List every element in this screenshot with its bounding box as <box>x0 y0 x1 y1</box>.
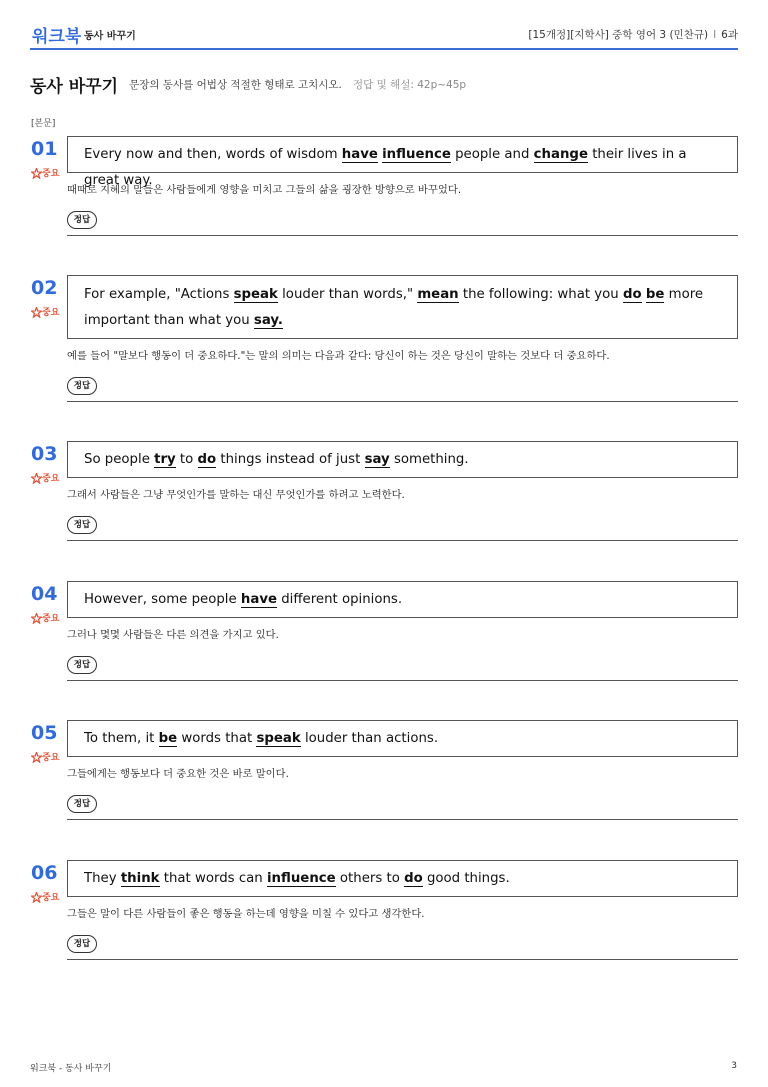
sentence-text: louder than actions. <box>300 731 439 746</box>
sentence-text: Every now and then, words of wisdom <box>84 147 342 162</box>
sentence-text: to <box>175 452 198 467</box>
verb-word: be <box>645 287 665 302</box>
sentence-text: more important than what you <box>84 287 704 328</box>
header-subtitle: 동사 바꾸기 <box>84 31 136 42</box>
important-badge <box>31 166 59 179</box>
sentence-text: words that <box>177 731 257 746</box>
item-number: 05 <box>31 722 58 744</box>
instruction-text: 문장의 동사를 어법상 적절한 형태로 고치시오. <box>129 79 342 91</box>
important-label: 중요 <box>42 474 60 484</box>
verb-word: mean <box>417 287 459 302</box>
korean-translation: 그들에게는 행동보다 더 중요한 것은 바로 말이다. <box>67 768 289 780</box>
answer-line <box>67 540 738 541</box>
important-label: 중요 <box>42 614 60 624</box>
sentence-box <box>67 136 738 188</box>
page-title: 동사 바꾸기 <box>30 77 119 97</box>
korean-translation: 예를 들어 "말보다 행동이 더 중요하다."는 말의 의미는 다음과 같다: 당신이 하는 것은 당신이 말하는 것보다 더 중요하다. <box>67 350 610 362</box>
verb-word: say. <box>253 313 283 328</box>
verb-word: think <box>120 871 160 886</box>
important-badge <box>31 750 59 763</box>
important-star-icon <box>31 473 42 484</box>
important-star-icon <box>31 307 42 318</box>
header-separator: I <box>713 29 717 41</box>
sentence-text: that words can <box>159 871 267 886</box>
sentence-box <box>67 720 738 757</box>
sentence-box <box>67 275 738 339</box>
answer-button[interactable]: 정답 <box>67 656 97 674</box>
important-badge <box>31 611 59 624</box>
important-star-icon <box>31 752 42 763</box>
important-label: 중요 <box>42 893 60 903</box>
verb-word: influence <box>266 871 336 886</box>
verb-word: speak <box>233 287 278 302</box>
verb-word: do <box>197 452 217 467</box>
sentence-box <box>67 581 738 618</box>
item-number: 01 <box>31 138 58 160</box>
important-star-icon <box>31 168 42 179</box>
sentence-text: the following: what you <box>458 287 623 302</box>
verb-word: do <box>404 871 423 886</box>
important-badge <box>31 305 59 318</box>
verb-word: say <box>364 452 390 467</box>
korean-translation: 그들은 말이 다른 사람들이 좋은 행동을 하는데 영향을 미칠 수 있다고 생각한다. <box>67 908 425 920</box>
sentence-text: louder than words," <box>277 287 418 302</box>
korean-translation: 때때로 지혜의 말들은 사람들에게 영향을 미치고 그들의 삶을 굉장한 방향으로 바꾸었다. <box>67 184 462 196</box>
answer-line <box>67 401 738 402</box>
course-title: [15개정][지학사] 중학 영어 3 (민찬규) <box>528 29 709 41</box>
korean-translation: 그래서 사람들은 그냥 무엇인가를 말하는 대신 무엇인가를 하려고 노력한다. <box>67 489 405 501</box>
answer-button[interactable]: 정답 <box>67 795 97 813</box>
page-number: 3 <box>731 1061 737 1071</box>
important-badge <box>31 471 59 484</box>
answer-line <box>67 235 738 236</box>
sentence-box <box>67 441 738 478</box>
sentence-text: different opinions. <box>277 592 403 607</box>
answer-button[interactable]: 정답 <box>67 516 97 534</box>
sentence-text: others to <box>335 871 405 886</box>
answer-button[interactable]: 정답 <box>67 377 97 395</box>
answer-reference: 정답 및 해설: 42p~45p <box>352 79 467 91</box>
lesson-label: 6과 <box>721 29 738 41</box>
answer-line <box>67 680 738 681</box>
answer-button[interactable]: 정답 <box>67 935 97 953</box>
course-info <box>528 27 738 42</box>
brand-logo: 워크북 <box>32 27 82 47</box>
korean-translation: 그러나 몇몇 사람들은 다른 의견을 가지고 있다. <box>67 629 279 641</box>
sentence-text: So people <box>84 452 155 467</box>
sentence-text: However, some people <box>84 592 241 607</box>
sentence-text: To them, it <box>84 731 159 746</box>
important-star-icon <box>31 892 42 903</box>
verb-word: change <box>533 147 588 162</box>
verb-word: try <box>154 452 176 467</box>
section-label: [본문] <box>31 119 56 129</box>
page-header <box>30 18 738 50</box>
sentence-text: their lives in a great way. <box>84 147 687 188</box>
verb-word: have <box>341 147 378 162</box>
sentence-text: good things. <box>422 871 510 886</box>
answer-button[interactable]: 정답 <box>67 211 97 229</box>
sentence-text: people and <box>450 147 534 162</box>
important-star-icon <box>31 613 42 624</box>
sentence-text: something. <box>389 452 469 467</box>
title-row <box>30 72 466 97</box>
important-label: 중요 <box>42 169 60 179</box>
sentence-text: For example, "Actions <box>84 287 234 302</box>
verb-word: influence <box>382 147 451 162</box>
item-number: 03 <box>31 443 58 465</box>
verb-word: speak <box>256 731 301 746</box>
important-label: 중요 <box>42 308 60 318</box>
verb-word: do <box>622 287 642 302</box>
item-number: 02 <box>31 277 58 299</box>
important-badge <box>31 890 59 903</box>
sentence-text: things instead of just <box>216 452 365 467</box>
footer-title: 워크북 - 동사 바꾸기 <box>30 1064 112 1074</box>
answer-line <box>67 959 738 960</box>
verb-word: be <box>158 731 178 746</box>
item-number: 04 <box>31 583 58 605</box>
verb-word: have <box>240 592 278 607</box>
item-number: 06 <box>31 862 58 884</box>
important-label: 중요 <box>42 753 60 763</box>
sentence-text: They <box>84 871 121 886</box>
sentence-box <box>67 860 738 897</box>
answer-line <box>67 819 738 820</box>
